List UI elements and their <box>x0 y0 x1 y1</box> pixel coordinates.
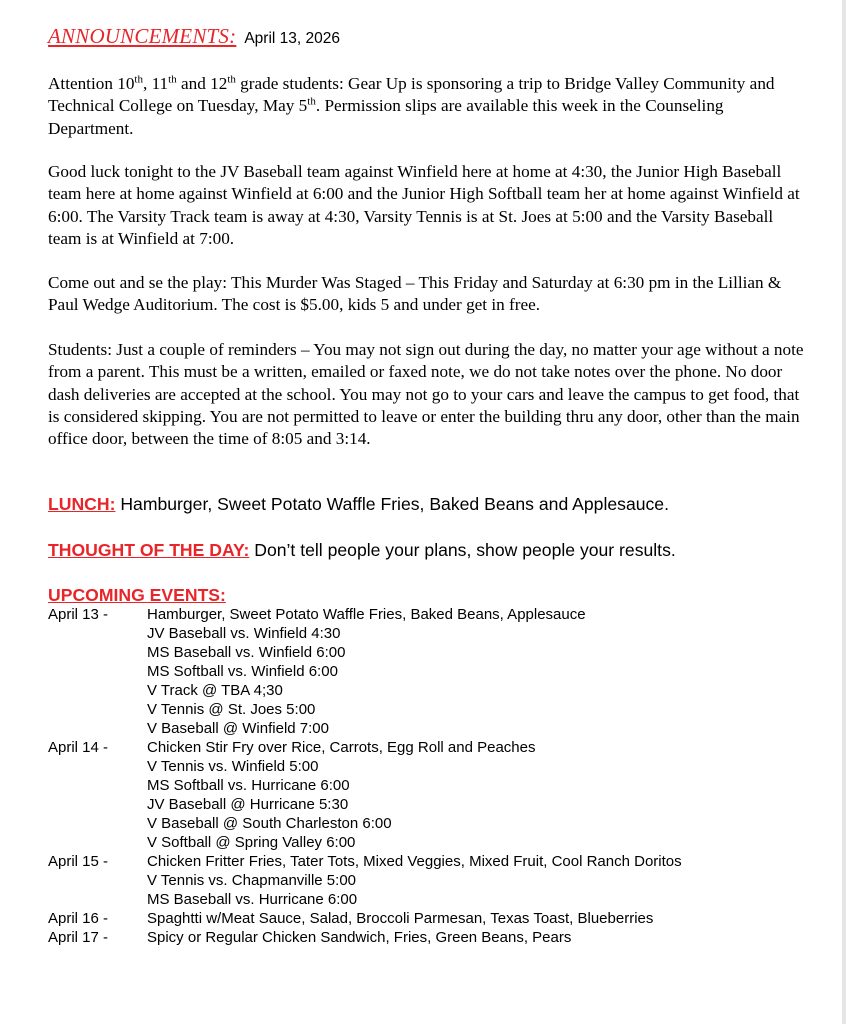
p1-text-a: Attention 10 <box>48 74 135 93</box>
event-day-april-14 <box>48 738 808 852</box>
event-item: JV Baseball vs. Winfield 4:30 <box>147 625 341 642</box>
announcements-date: April 13, 2026 <box>244 30 340 47</box>
thought-line <box>48 540 676 561</box>
event-item: V Tennis vs. Chapmanville 5:00 <box>147 872 357 889</box>
event-item: MS Softball vs. Winfield 6:00 <box>147 663 338 680</box>
event-item: JV Baseball @ Hurricane 5:30 <box>147 796 349 813</box>
event-date: April 13 - <box>48 606 109 623</box>
p1-sup-3: th <box>227 73 236 86</box>
event-item: MS Softball vs. Hurricane 6:00 <box>147 777 350 794</box>
p1-text-b: , 11 <box>142 74 169 93</box>
event-item: V Track @ TBA 4;30 <box>147 682 283 699</box>
events-list <box>48 605 808 947</box>
event-item: V Tennis vs. Winfield 5:00 <box>147 758 319 775</box>
p1-sup-1: th <box>134 73 143 86</box>
event-item: V Tennis @ St. Joes 5:00 <box>147 701 316 718</box>
event-item: V Baseball @ Winfield 7:00 <box>147 720 329 737</box>
announcements-header <box>48 24 340 49</box>
lunch-label: LUNCH: <box>48 494 116 514</box>
event-item: Chicken Stir Fry over Rice, Carrots, Egg Roll and Peaches <box>147 739 536 756</box>
lunch-text: Hamburger, Sweet Potato Waffle Fries, Baked Beans and Applesauce. <box>115 494 669 514</box>
event-item: MS Baseball vs. Winfield 6:00 <box>147 644 346 661</box>
event-item: Chicken Fritter Fries, Tater Tots, Mixed Veggies, Mixed Fruit, Cool Ranch Doritos <box>147 853 682 870</box>
event-item: Spicy or Regular Chicken Sandwich, Fries, Green Beans, Pears <box>147 929 572 946</box>
upcoming-events-label: UPCOMING EVENTS: <box>48 585 226 605</box>
paragraph-gear-up <box>48 73 808 140</box>
event-date: April 16 - <box>48 910 109 927</box>
event-item: V Softball @ Spring Valley 6:00 <box>147 834 356 851</box>
event-day-april-16 <box>48 909 808 928</box>
event-items <box>147 605 586 738</box>
event-item: V Baseball @ South Charleston 6:00 <box>147 815 392 832</box>
upcoming-events-heading <box>48 585 226 606</box>
page-edge-shadow <box>842 0 846 1024</box>
event-day-april-13 <box>48 605 808 738</box>
p1-sup-2: th <box>168 73 177 86</box>
event-item: Hamburger, Sweet Potato Waffle Fries, Baked Beans, Applesauce <box>147 606 586 623</box>
event-items <box>147 738 535 852</box>
p1-text-d: grade students: Gear Up is sponsoring a trip to Bridge Valley Community and Technical College on Tuesday, May 5 <box>48 74 775 116</box>
lunch-line <box>48 494 669 515</box>
event-date: April 14 - <box>48 739 109 756</box>
paragraph-good-luck: Good luck tonight to the JV Baseball team against Winfield here at home at 4:30, the Junior High Baseball team here at home against Winfield at 6:00 and the Junior High Softball team her at home against Winfield at 6:00. The Varsity Track team is away at 4:30, Varsity Tennis is at St. Joes at 5:00 and the Varsity Baseball team is at Winfield at 7:00. <box>48 162 800 248</box>
event-items <box>147 909 653 928</box>
p1-text-e: . Permission slips are available this week in the Counseling Department. <box>48 96 724 138</box>
thought-text: Don’t tell people your plans, show people your results. <box>249 540 676 560</box>
p1-sup-4: th <box>307 95 316 108</box>
event-date: April 15 - <box>48 853 109 870</box>
announcements-title: ANNOUNCEMENTS: <box>48 24 237 48</box>
event-day-april-17 <box>48 928 808 947</box>
event-items <box>147 852 682 909</box>
event-item: Spaghtti w/Meat Sauce, Salad, Broccoli Parmesan, Texas Toast, Blueberries <box>147 910 654 927</box>
event-item: MS Baseball vs. Hurricane 6:00 <box>147 891 358 908</box>
event-day-april-15 <box>48 852 808 909</box>
event-date: April 17 - <box>48 929 109 946</box>
paragraph-reminders: Students: Just a couple of reminders – You may not sign out during the day, no matter your age without a note from a parent. This must be a written, emailed or faxed note, we do not take notes over the phone. No door dash deliveries are accepted at the school. You may not go to your cars and leave the campus to get food, that is considered skipping. You are not permitted to leave or enter the building thru any door, other than the main office door, between the time of 8:05 and 3:14. <box>48 340 804 449</box>
event-items <box>147 928 571 947</box>
p1-text-c: and 12 <box>176 74 228 93</box>
thought-label: THOUGHT OF THE DAY: <box>48 540 250 560</box>
paragraph-play: Come out and se the play: This Murder Was Staged – This Friday and Saturday at 6:30 pm in the Lillian & Paul Wedge Auditorium. The cost is $5.00, kids 5 and under get in free. <box>48 273 782 315</box>
